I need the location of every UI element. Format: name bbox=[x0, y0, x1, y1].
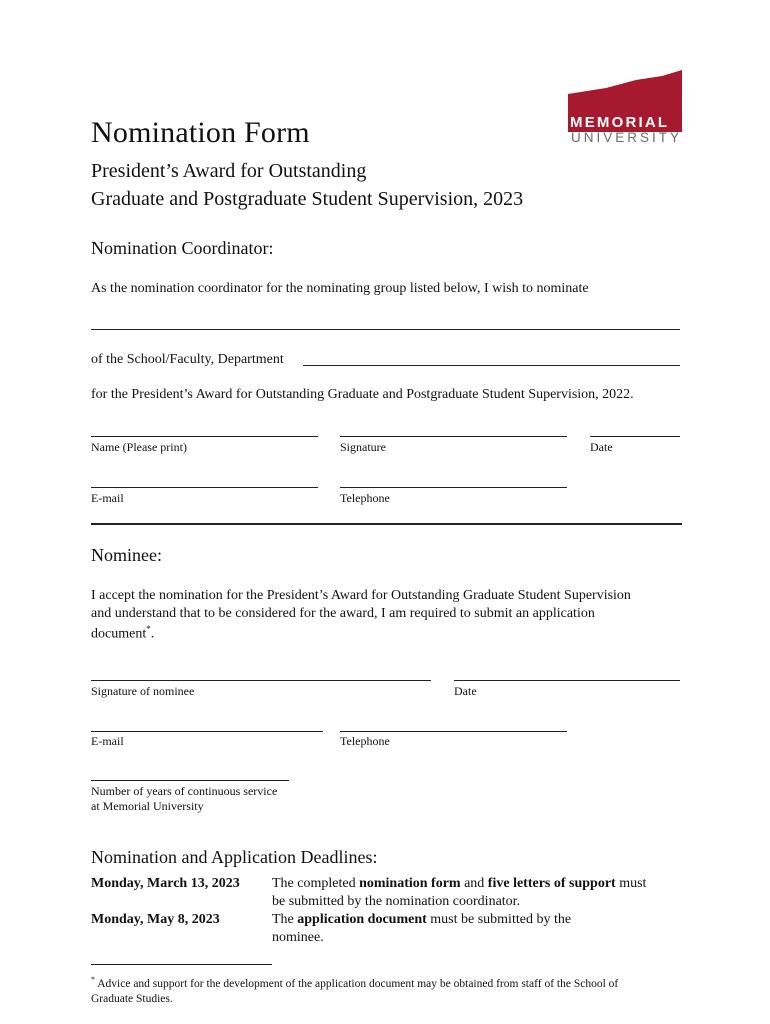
years-of-service-field[interactable] bbox=[91, 780, 289, 781]
nominee-text-line-1: I accept the nomination for the President’s Award for Outstanding Graduate Student Supervision bbox=[91, 588, 631, 603]
nominee-telephone-label: Telephone bbox=[340, 734, 390, 748]
deadline-text-2-line-2: nominee. bbox=[272, 930, 324, 945]
deadline-date-2: Monday, May 8, 2023 bbox=[91, 912, 220, 927]
school-faculty-field[interactable] bbox=[303, 365, 680, 366]
deadline-date-1: Monday, March 13, 2023 bbox=[91, 876, 240, 891]
deadline-text-2-post: must be submitted by the bbox=[426, 912, 572, 927]
deadline-text-2-bold: application document bbox=[297, 912, 427, 927]
coordinator-telephone-field[interactable] bbox=[340, 487, 567, 488]
deadline-text-1-mid: and bbox=[460, 876, 488, 891]
coordinator-intro: As the nomination coordinator for the nominating group listed below, I wish to nominate bbox=[91, 281, 589, 296]
coordinator-name-field[interactable] bbox=[91, 436, 318, 437]
deadline-text-1-line-2: be submitted by the nomination coordinator. bbox=[272, 894, 521, 909]
nominee-name-field[interactable] bbox=[91, 329, 680, 330]
coordinator-email-field[interactable] bbox=[91, 487, 318, 488]
coordinator-telephone-label: Telephone bbox=[340, 491, 390, 505]
footnote-line-2: Graduate Studies. bbox=[91, 992, 173, 1005]
nominee-email-field[interactable] bbox=[91, 731, 323, 732]
school-faculty-label: of the School/Faculty, Department bbox=[91, 352, 284, 367]
deadline-text-1-bold-1: nomination form bbox=[359, 876, 461, 891]
nominee-signature-field[interactable] bbox=[91, 680, 431, 681]
coordinator-email-label: E-mail bbox=[91, 491, 124, 505]
coordinator-date-field[interactable] bbox=[590, 436, 680, 437]
coordinator-heading: Nomination Coordinator: bbox=[91, 238, 274, 258]
nominee-signature-label: Signature of nominee bbox=[91, 684, 195, 698]
nominee-text-line-3-start: document bbox=[91, 626, 147, 642]
subtitle-line-1: President’s Award for Outstanding bbox=[91, 160, 367, 182]
coordinator-name-label: Name (Please print) bbox=[91, 440, 187, 454]
footnote bbox=[91, 972, 691, 1007]
nominee-text-line-3-end: . bbox=[150, 626, 155, 642]
coordinator-signature-label: Signature bbox=[340, 440, 386, 454]
footnote-divider bbox=[91, 964, 272, 965]
nominee-text-line-3 bbox=[91, 624, 154, 643]
deadline-text-1-pre: The completed bbox=[272, 876, 360, 891]
coordinator-date-label: Date bbox=[590, 440, 613, 454]
nominee-date-label: Date bbox=[454, 684, 477, 698]
section-divider bbox=[91, 523, 682, 525]
logo-wordmark-university: UNIVERSITY bbox=[571, 130, 683, 145]
nominee-date-field[interactable] bbox=[454, 680, 680, 681]
footnote-line-1: Advice and support for the development of the application document may be obtained from staff of the School of bbox=[95, 977, 619, 990]
deadlines-heading: Nomination and Application Deadlines: bbox=[91, 847, 378, 867]
nominee-text-line-2: and understand that to be considered for the award, I am required to submit an application bbox=[91, 606, 595, 621]
deadline-text-2-pre: The bbox=[272, 912, 298, 927]
years-of-service-label-line-2: at Memorial University bbox=[91, 799, 204, 813]
coordinator-signature-field[interactable] bbox=[340, 436, 567, 437]
deadline-text-1-bold-2: five letters of support bbox=[487, 876, 616, 891]
memorial-university-logo bbox=[566, 70, 684, 146]
nominee-heading: Nominee: bbox=[91, 545, 162, 565]
nominee-email-label: E-mail bbox=[91, 734, 124, 748]
deadline-text-2 bbox=[272, 912, 571, 928]
deadline-text-1 bbox=[272, 876, 646, 892]
page-title: Nomination Form bbox=[91, 116, 310, 149]
footnote-mark: * bbox=[91, 975, 95, 984]
footnote-reference: * bbox=[146, 624, 151, 634]
deadline-text-1-post: must bbox=[615, 876, 647, 891]
subtitle-line-2: Graduate and Postgraduate Student Supervision, 2023 bbox=[91, 188, 524, 210]
logo-wordmark-memorial: MEMORIAL bbox=[570, 114, 670, 131]
years-of-service-label-line-1: Number of years of continuous service bbox=[91, 784, 278, 798]
award-statement: for the President’s Award for Outstanding Graduate and Postgraduate Student Supervision, 2022. bbox=[91, 387, 634, 402]
nominee-telephone-field[interactable] bbox=[340, 731, 567, 732]
